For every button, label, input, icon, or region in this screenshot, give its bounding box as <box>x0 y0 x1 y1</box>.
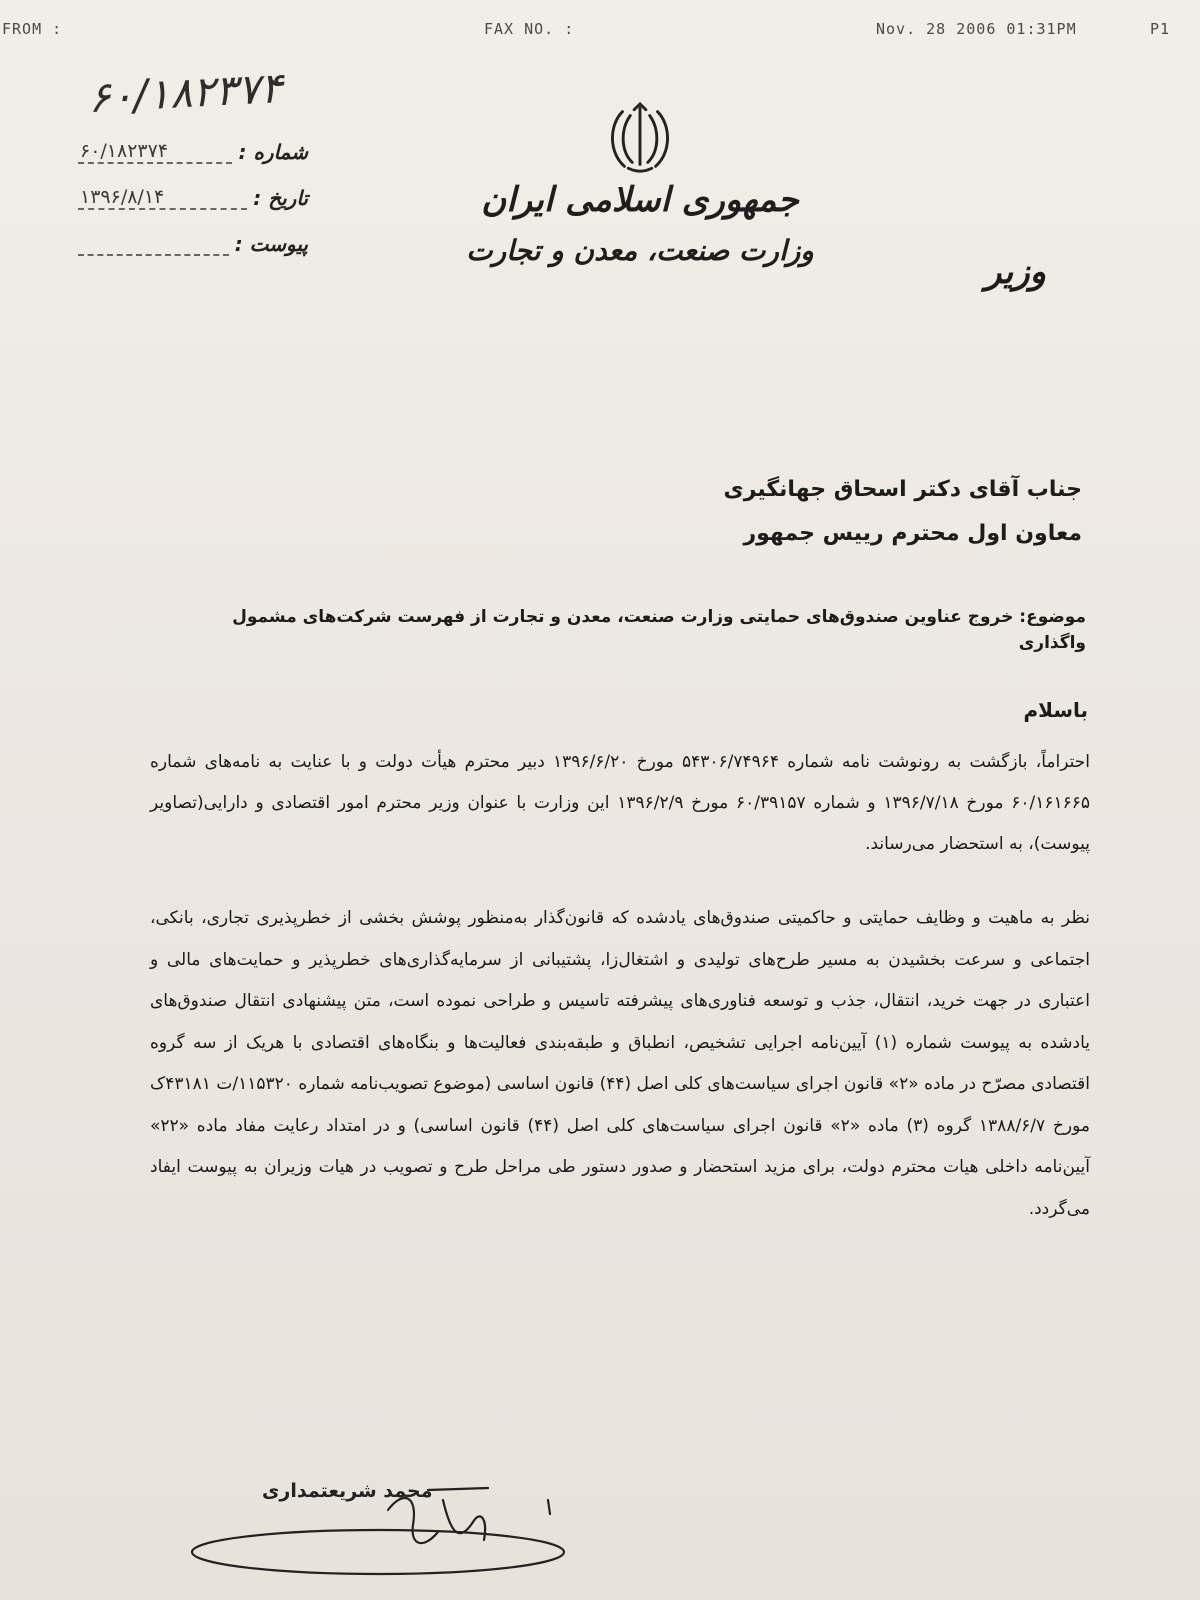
meta-number-label: شماره : <box>238 140 308 164</box>
letterhead <box>440 180 840 267</box>
meta-date-row <box>78 186 308 232</box>
meta-number-value: ۶۰/۱۸۲۳۷۴ <box>78 140 232 164</box>
iran-emblem-icon <box>601 100 679 178</box>
meta-date-label: تاریخ : <box>253 186 308 210</box>
fax-date-time: Nov. 28 2006 01:31PM <box>876 20 1077 38</box>
meta-attachment-value <box>78 232 229 256</box>
ministry-name: وزارت صنعت، معدن و تجارت <box>466 234 814 267</box>
body-paragraph-2: نظر به ماهیت و وظایف حمایتی و حاکمیتی صندوق‌های یادشده که قانون‌گذار به‌منظور پوشش بخشی از خطرپذیری تجاری، بانکی، اجتماعی و سرعت بخشیدن به مسیر طرح‌های تولیدی و اشتغال‌زا، پشتیبانی از سرمایه‌گذاری‌های خطرپذیر و حمایت‌های مالی و اعتباری در جهت خرید، انتقال، جذب و توسعه فناوری‌های پیشرفته تاسیس و طراحی نموده است، متن پیشنهادی انتقال صندوق‌های یادشده به پیوست شماره (۱) آیین‌نامه اجرایی تشخیص، انطباق و طبقه‌بندی فعالیت‌ها و بنگاه‌های اقتصادی با هریک از سه گروه اقتصادی مصرّح در ماده «۲» قانون اجرای سیاست‌های کلی اصل (۴۴) قانون اساسی (موضوع تصویب‌نامه شماره ۱۱۵۳۲۰/ت ۴۳۱۸۱ک مورخ ۱۳۸۸/۶/۷ گروه (۳) ماده «۲» قانون اجرای سیاست‌های کلی اصل (۴۴) قانون اساسی) و در امتداد رعایت مفاد ماده «۲۲» آیین‌نامه داخلی هیات محترم دولت، برای مزید استحضار و صدور دستور طی مراحل طرح و تصویب در هیات وزیران به پیوست ایفاد می‌گردد. <box>150 908 1090 1219</box>
recipient-block <box>382 468 1082 556</box>
body-paragraph-1: احتراماً، بازگشت به رونوشت نامه شماره ۵۴۳۰۶/۷۴۹۶۴ مورخ ۱۳۹۶/۶/۲۰ دبیر محترم هیأت دولت و با عنایت به نامه‌های شماره ۶۰/۱۶۱۶۶۵ مورخ ۱۳۹۶/۷/۱۸ و شماره ۶۰/۳۹۱۵۷ مورخ ۱۳۹۶/۲/۹ این وزارت با عنوان وزیر محترم امور اقتصادی و دارایی(تصاویر پیوست)، به استحضار می‌رساند. <box>150 752 1090 854</box>
recipient-name: جناب آقای دکتر اسحاق جهانگیری <box>723 477 1082 502</box>
meta-attachment-label: پیوست : <box>234 232 308 256</box>
meta-attachment-row <box>78 232 308 278</box>
recipient-position: معاون اول محترم رییس جمهور <box>743 521 1082 546</box>
meta-date-value: ۱۳۹۶/۸/۱۴ <box>78 186 247 210</box>
handwritten-letter-number: ۶۰/۱۸۲۳۷۴ <box>86 62 284 123</box>
fax-page-number: P1 <box>1150 20 1171 38</box>
fax-from-label: FROM : <box>2 20 63 38</box>
fax-header <box>0 20 1200 40</box>
meta-number-row <box>78 140 308 186</box>
letter-meta-block <box>78 140 308 278</box>
republic-name: جمهوری اسلامی ایران <box>481 180 799 220</box>
fax-number-label: FAX NO. : <box>484 20 575 38</box>
signatory-name: محمد شریعتمداری <box>262 1480 433 1502</box>
salutation: باسلام <box>1023 698 1088 722</box>
minister-title: وزیر <box>985 252 1047 292</box>
letter-subject: موضوع: خروج عناوین صندوق‌های حمایتی وزارت صنعت، معدن و تجارت از فهرست شرکت‌های مشمول واگذاری <box>232 607 1086 653</box>
signature-scribble <box>188 1470 568 1580</box>
